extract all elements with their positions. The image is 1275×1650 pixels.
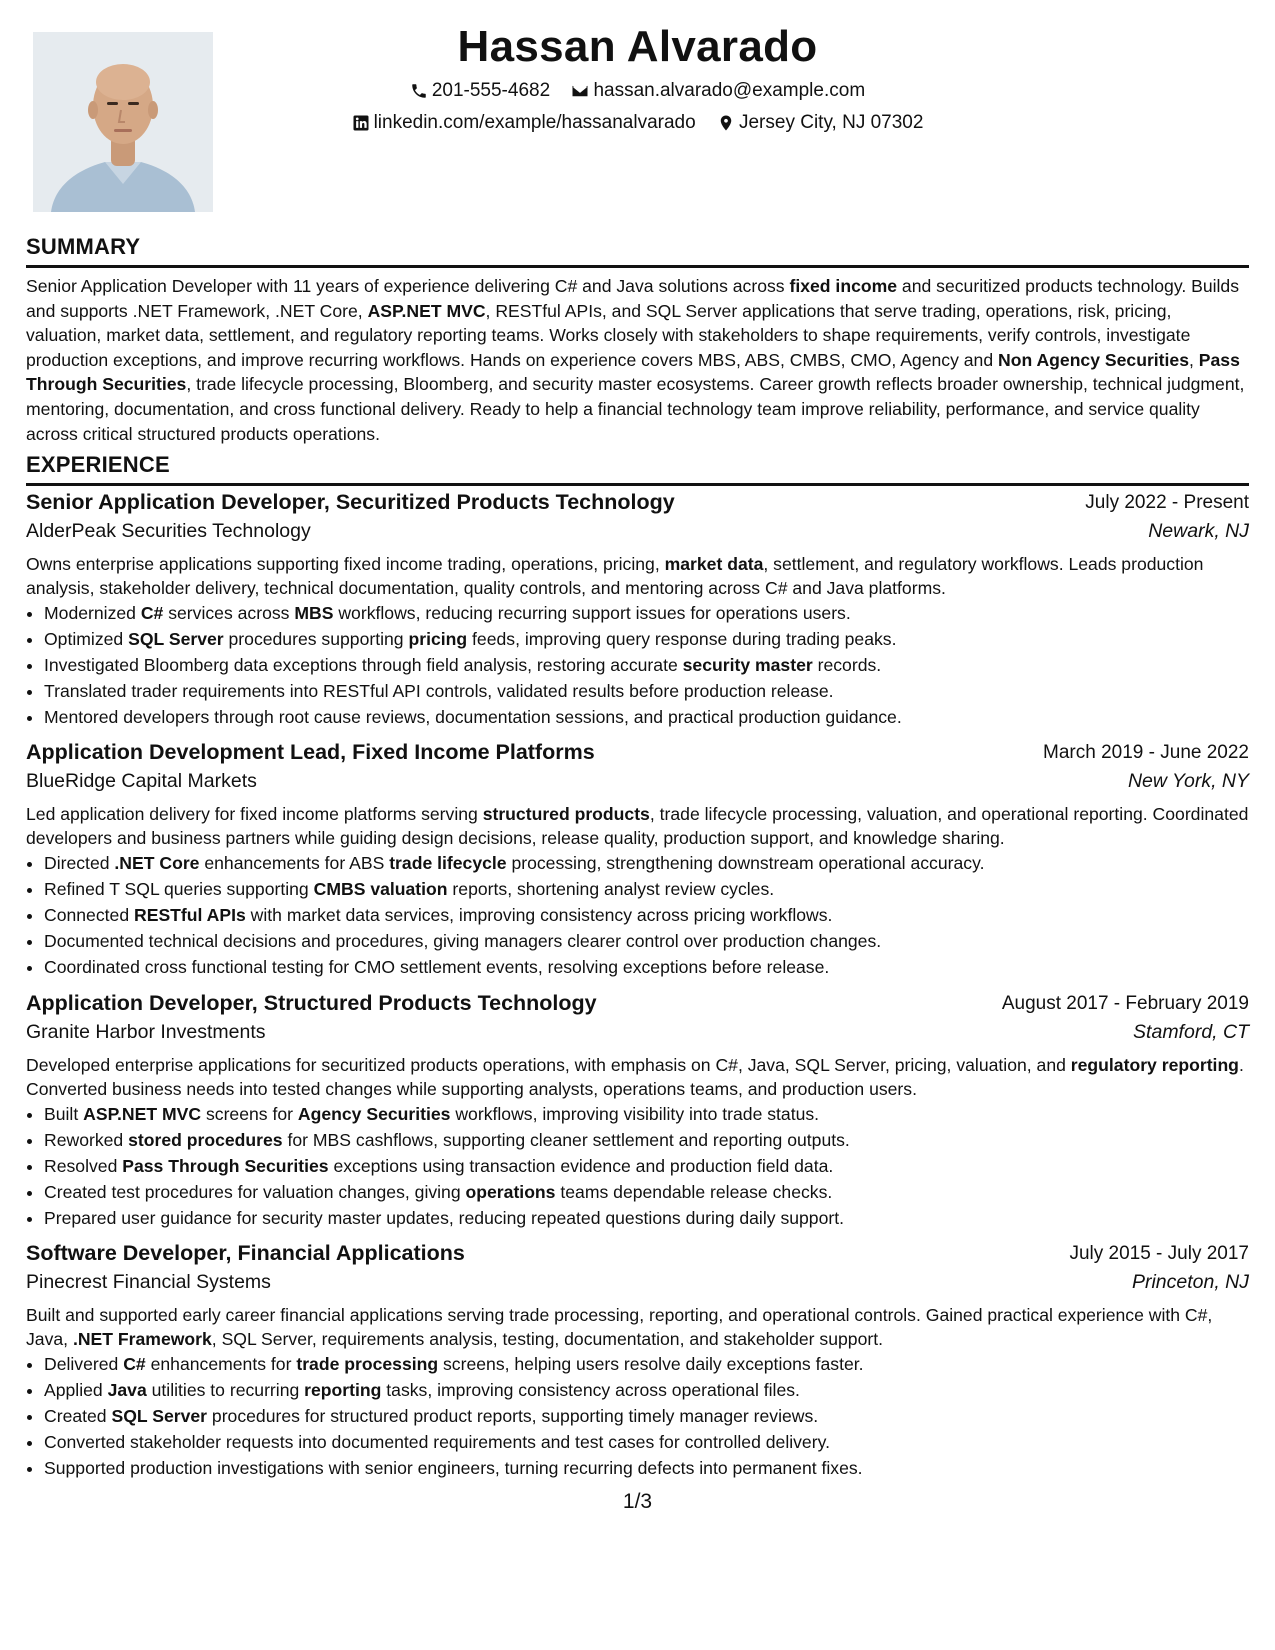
text-run: enhancements for — [145, 1354, 297, 1375]
job-entry — [26, 1241, 1249, 1481]
text-run: utilities to recurring — [146, 1380, 305, 1401]
emphasis-text: C# — [140, 603, 164, 624]
emphasis-text: trade processing — [296, 1354, 439, 1375]
text-run: Created test procedures for valuation changes, giving — [44, 1182, 466, 1203]
emphasis-text: Java — [107, 1380, 147, 1401]
job-subheader — [26, 520, 1249, 550]
emphasis-text: regulatory reporting — [1070, 1055, 1239, 1075]
summary-section — [26, 234, 1249, 446]
job-location: Princeton, NJ — [1131, 1271, 1249, 1293]
text-run: services across — [163, 603, 295, 624]
text-run: Translated trader requirements into RESTful API controls, validated results before production release. — [44, 681, 834, 702]
envelope-icon — [571, 82, 589, 100]
text-run: Coordinated cross functional testing for CMO settlement events, resolving exceptions before release. — [44, 957, 830, 978]
achievement-item — [44, 1455, 1249, 1481]
emphasis-text: Agency Securities — [297, 1104, 451, 1125]
achievement-item — [44, 902, 1249, 928]
emphasis-text: security master — [682, 655, 813, 676]
job-dates: July 2022 - Present — [1085, 492, 1249, 513]
emphasis-text: trade lifecycle — [389, 853, 507, 874]
job-description — [26, 803, 1249, 850]
emphasis-text: SQL Server — [111, 1406, 208, 1427]
emphasis-text: .NET Core — [114, 853, 200, 874]
email-contact[interactable] — [571, 80, 865, 102]
text-run: Documented technical decisions and procedures, giving managers clearer control over production changes. — [44, 931, 882, 952]
text-run: Owns enterprise applications supporting fixed income trading, operations, pricing, — [26, 554, 665, 574]
text-run: Led application delivery for fixed income platforms serving — [26, 804, 483, 824]
job-location: New York, NY — [1127, 770, 1249, 792]
text-run: screens for — [201, 1104, 298, 1125]
job-header — [26, 490, 1249, 520]
text-run: records. — [812, 655, 882, 676]
job-subheader — [26, 1021, 1249, 1051]
job-header — [26, 740, 1249, 770]
emphasis-text: Pass Through Securities — [26, 349, 1240, 395]
text-run: , settlement, and regulatory workflows. Leads production analysis, stakeholder delivery, technical documentation, quality controls, and mentoring across C# and Java platforms. — [26, 554, 1204, 598]
text-run: with market data services, improving consistency across pricing workflows. — [245, 905, 833, 926]
text-run: Reworked — [44, 1130, 129, 1151]
text-run: Prepared user guidance for security master updates, reducing repeated questions during daily support. — [44, 1208, 845, 1229]
achievement-item — [44, 626, 1249, 652]
job-dates: March 2019 - June 2022 — [1043, 742, 1249, 763]
company-name: BlueRidge Capital Markets — [26, 770, 257, 792]
phone-text: 201-555-4682 — [431, 80, 551, 101]
text-run: for MBS cashflows, supporting cleaner settlement and reporting outputs. — [282, 1130, 850, 1151]
emphasis-text: reporting — [304, 1380, 382, 1401]
achievement-list — [26, 1351, 1249, 1481]
achievement-list — [26, 1101, 1249, 1231]
emphasis-text: SQL Server — [128, 629, 224, 650]
text-run: tasks, improving consistency across operational files. — [381, 1380, 800, 1401]
job-description — [26, 1304, 1249, 1351]
emphasis-text: ASP.NET MVC — [83, 1104, 202, 1125]
text-run: , SQL Server, requirements analysis, testing, documentation, and stakeholder support. — [211, 1328, 884, 1349]
emphasis-text: Non Agency Securities — [998, 349, 1189, 370]
text-run: Senior Application Developer with 11 years of experience delivering C# and Java solutions across — [26, 276, 790, 296]
text-run: workflows, improving visibility into trade status. — [450, 1104, 820, 1125]
achievement-item — [44, 678, 1249, 704]
location-text: Jersey City, NJ 07302 — [738, 112, 924, 133]
text-run: workflows, reducing recurring support issues for operations users. — [333, 603, 851, 624]
job-dates: July 2015 - July 2017 — [1069, 1243, 1249, 1264]
job-header — [26, 1241, 1249, 1271]
linkedin-contact[interactable] — [352, 112, 696, 134]
text-run: Connected — [44, 905, 134, 926]
company-name: AlderPeak Securities Technology — [26, 520, 311, 542]
achievement-item — [44, 928, 1249, 954]
section-divider — [26, 265, 1249, 268]
linkedin-link[interactable]: linkedin.com/example/hassanalvarado — [373, 112, 696, 133]
text-run: Directed — [44, 853, 115, 874]
achievement-item — [44, 652, 1249, 678]
text-run: Created — [44, 1406, 112, 1427]
emphasis-text: ASP.NET MVC — [367, 300, 486, 321]
achievement-item — [44, 704, 1249, 730]
achievement-item — [44, 1429, 1249, 1455]
emphasis-text: MBS — [294, 603, 334, 624]
job-subheader — [26, 1271, 1249, 1301]
text-run: Investigated Bloomberg data exceptions through field analysis, restoring accurate — [44, 655, 683, 676]
text-run: Modernized — [44, 603, 141, 624]
achievement-item — [44, 1179, 1249, 1205]
achievement-list — [26, 850, 1249, 980]
text-run: and securitized products technology. Builds and supports .NET Framework, .NET Core, — [26, 276, 1240, 321]
text-run: Developed enterprise applications for securitized products operations, with emphasis on C#, Java, SQL Server, pricing, valuation, and — [26, 1055, 1071, 1075]
job-location: Stamford, CT — [1133, 1021, 1249, 1043]
job-entry — [26, 490, 1249, 730]
map-pin-icon — [717, 114, 735, 132]
text-run: , — [1189, 349, 1199, 370]
section-divider — [26, 483, 1249, 486]
text-run: Optimized — [44, 629, 129, 650]
emphasis-text: CMBS valuation — [313, 879, 448, 900]
experience-section — [26, 452, 1249, 486]
achievement-item — [44, 600, 1249, 626]
summary-text — [26, 274, 1249, 446]
text-run: Converted stakeholder requests into documented requirements and test cases for controlled delivery. — [44, 1432, 830, 1453]
text-run: Resolved — [44, 1156, 123, 1177]
company-name: Pinecrest Financial Systems — [26, 1271, 271, 1293]
job-dates: August 2017 - February 2019 — [1001, 993, 1249, 1014]
text-run: , trade lifecycle processing, Bloomberg, and security master ecosystems. Career growth reflects broader ownership, technical judgment, mentoring, documentation, and cross functional delivery. Ready to help a financial technology team improve reliability, performance, and service quality across critical structured products operations. — [26, 374, 1245, 444]
achievement-item — [44, 1127, 1249, 1153]
text-run: screens, helping users resolve daily exceptions faster. — [438, 1354, 864, 1375]
text-run: Supported production investigations with senior engineers, turning recurring defects into permanent fixes. — [44, 1458, 863, 1479]
text-run: reports, shortening analyst review cycles. — [447, 879, 775, 900]
candidate-name: Hassan Alvarado — [457, 22, 818, 71]
achievement-item — [44, 876, 1249, 902]
job-description — [26, 553, 1249, 600]
text-run: Applied — [44, 1380, 108, 1401]
achievement-item — [44, 954, 1249, 980]
achievement-item — [44, 1101, 1249, 1127]
email-link[interactable]: hassan.alvarado@example.com — [593, 80, 866, 101]
resume-page — [26, 0, 1249, 1650]
emphasis-text: market data — [664, 554, 764, 574]
text-run: Built and supported early career financial applications serving trade processing, reporting, and operational controls. Gained practical experience with C#, Java, — [26, 1305, 1213, 1349]
emphasis-text: pricing — [408, 629, 468, 650]
summary-heading: SUMMARY — [26, 234, 141, 259]
contact-line-1 — [26, 80, 1249, 106]
achievement-item — [44, 1205, 1249, 1231]
emphasis-text: stored procedures — [128, 1130, 283, 1151]
text-run: Refined T SQL queries supporting — [44, 879, 314, 900]
achievement-item — [44, 850, 1249, 876]
job-location: Newark, NJ — [1148, 520, 1249, 542]
location-contact — [717, 112, 923, 134]
job-entry — [26, 991, 1249, 1231]
emphasis-text: Pass Through Securities — [122, 1156, 329, 1177]
emphasis-text: fixed income — [789, 276, 898, 296]
emphasis-text: C# — [123, 1354, 146, 1375]
job-title: Application Development Lead, Fixed Income Platforms — [26, 740, 595, 764]
text-run: exceptions using transaction evidence and production field data. — [328, 1156, 834, 1177]
job-title: Senior Application Developer, Securitized Products Technology — [26, 490, 675, 514]
text-run: Built — [44, 1104, 84, 1125]
page-number: 1/3 — [622, 1490, 653, 1513]
phone-contact — [410, 80, 550, 102]
job-entry — [26, 740, 1249, 980]
achievement-item — [44, 1153, 1249, 1179]
text-run: Delivered — [44, 1354, 124, 1375]
text-run: , RESTful APIs, and SQL Server applications that serve trading, operations, risk, pricing, valuation, market data, settlement, and regulatory reporting teams. Works closely with stakeholders to shape requirements, verify controls, investigate production exceptions, and improve recurring workflows. Hands on experience covers MBS, ABS, CMBS, CMO, Agency and — [26, 300, 1191, 370]
text-run: procedures supporting — [223, 629, 409, 650]
text-run: , trade lifecycle processing, valuation, and operational reporting. Coordinated developers and business partners while guiding design decisions, release quality, production support, and knowledge sharing. — [26, 804, 1249, 848]
text-run: . Converted business needs into tested changes while supporting analysts, operations teams, and production users. — [26, 1055, 1244, 1099]
experience-heading: EXPERIENCE — [26, 452, 170, 477]
emphasis-text: structured products — [482, 804, 650, 824]
achievement-item — [44, 1403, 1249, 1429]
job-description — [26, 1054, 1249, 1101]
contact-line-2 — [26, 112, 1249, 138]
job-header — [26, 991, 1249, 1021]
text-run: enhancements for ABS — [199, 853, 390, 874]
text-run: procedures for structured product reports, supporting timely manager reviews. — [207, 1406, 819, 1427]
emphasis-text: operations — [465, 1182, 556, 1203]
text-run: processing, strengthening downstream operational accuracy. — [506, 853, 985, 874]
achievement-item — [44, 1377, 1249, 1403]
linkedin-icon — [352, 114, 370, 132]
text-run: Mentored developers through root cause reviews, documentation sessions, and practical production guidance. — [44, 707, 902, 728]
emphasis-text: .NET Framework — [72, 1328, 212, 1349]
phone-icon — [410, 82, 428, 100]
text-run: feeds, improving query response during trading peaks. — [467, 629, 897, 650]
text-run: teams dependable release checks. — [555, 1182, 833, 1203]
emphasis-text: RESTful APIs — [134, 905, 246, 926]
company-name: Granite Harbor Investments — [26, 1021, 266, 1043]
job-subheader — [26, 770, 1249, 800]
achievement-item — [44, 1351, 1249, 1377]
achievement-list — [26, 600, 1249, 730]
job-title: Application Developer, Structured Products Technology — [26, 991, 597, 1015]
job-title: Software Developer, Financial Applications — [26, 1241, 465, 1265]
